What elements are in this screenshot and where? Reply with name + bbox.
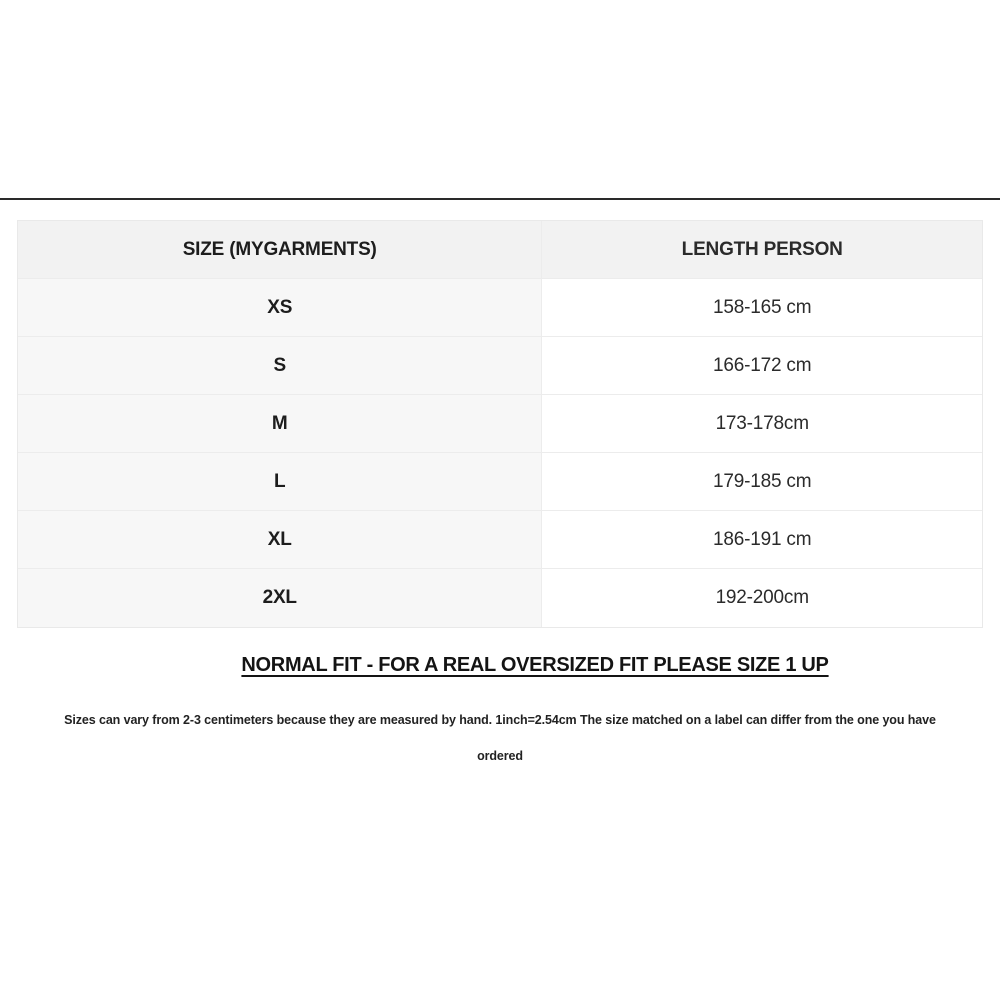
length-cell: 166-172 cm: [542, 337, 982, 395]
length-column-header: LENGTH PERSON: [542, 221, 982, 279]
length-cell: 192-200cm: [542, 569, 982, 627]
size-chart-table: [17, 220, 983, 628]
length-cell: 158-165 cm: [542, 279, 982, 337]
size-cell: L: [18, 453, 542, 511]
size-cell: M: [18, 395, 542, 453]
table-header-row: [18, 221, 982, 279]
table-row: [18, 569, 982, 627]
disclaimer-line-1: Sizes can vary from 2-3 centimeters because they are measured by hand. 1inch=2.54cm The size matched on a label can differ from the one you have: [64, 713, 936, 727]
table-row: [18, 395, 982, 453]
disclaimer-line-2: ordered: [477, 749, 523, 763]
length-cell: 186-191 cm: [542, 511, 982, 569]
top-divider-line: [0, 198, 1000, 200]
size-cell: XL: [18, 511, 542, 569]
length-cell: 173-178cm: [542, 395, 982, 453]
size-column-header: SIZE (MYGARMENTS): [18, 221, 542, 279]
length-cell: 179-185 cm: [542, 453, 982, 511]
disclaimer-text: [0, 713, 1000, 763]
size-cell: 2XL: [18, 569, 542, 627]
table-row: [18, 279, 982, 337]
table-row: [18, 511, 982, 569]
fit-note-heading: NORMAL FIT - FOR A REAL OVERSIZED FIT PLEASE SIZE 1 UP: [241, 654, 829, 676]
size-cell: S: [18, 337, 542, 395]
size-cell: XS: [18, 279, 542, 337]
table-row: [18, 337, 982, 395]
table-row: [18, 453, 982, 511]
